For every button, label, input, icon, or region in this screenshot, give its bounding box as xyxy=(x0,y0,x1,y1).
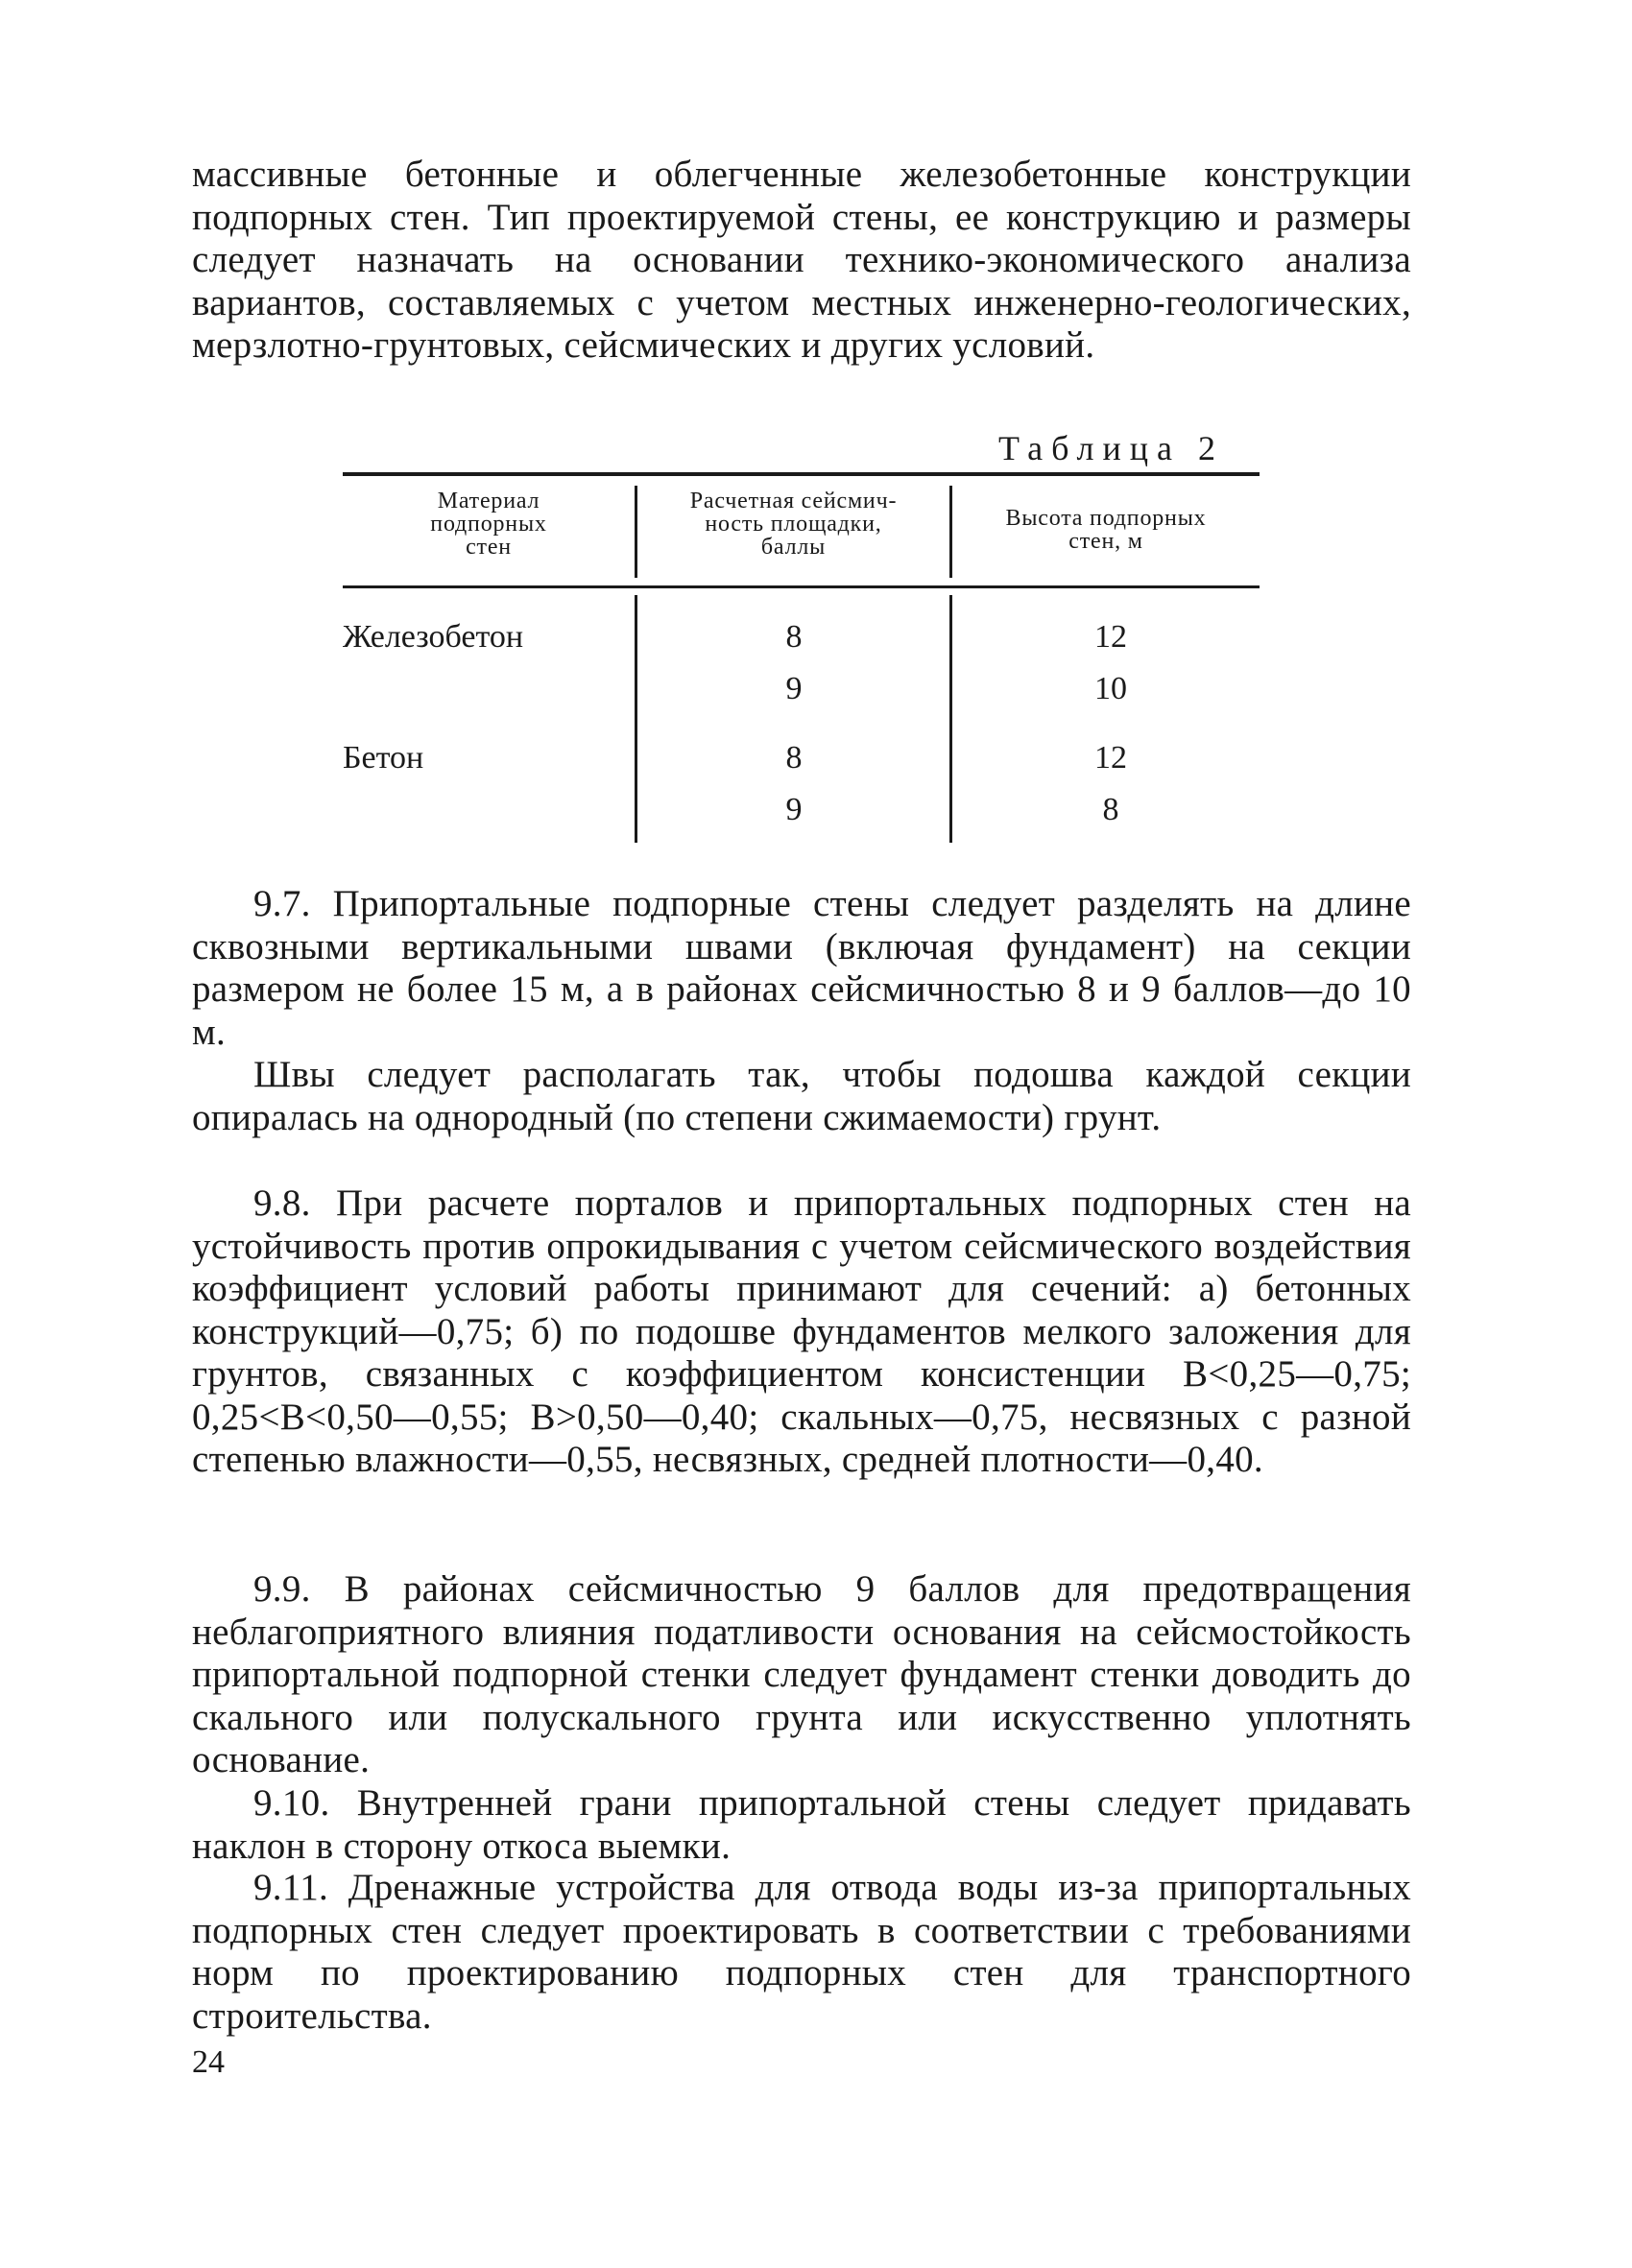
paragraph-9-9: 9.9. В районах сейсмичностью 9 баллов для предотвращения неблагоприятного влияния податливости основания на сейсмостойкость припортальной подпорной стенки следует фундамент стенки доводить до скального или полускального грунта или искусственно уплотнять основание. xyxy=(192,1568,1411,1780)
cell-seismicity: 8 xyxy=(785,740,803,776)
cell-seismicity: 9 xyxy=(785,671,803,706)
header-line: ность площадки, xyxy=(705,512,882,537)
table-header-rule xyxy=(343,585,1260,588)
cell-height: 8 xyxy=(1102,792,1119,827)
table-column-divider xyxy=(635,595,637,843)
header-line: стен xyxy=(466,535,512,560)
paragraph-joints: Швы следует располагать так, чтобы подошва каждой секции опиралась на однородный (по степени сжимаемости) грунт. xyxy=(192,1054,1411,1138)
table-caption: Таблица 2 xyxy=(998,429,1224,467)
header-line: Расчетная сейсмич- xyxy=(689,489,898,513)
header-line: стен, м xyxy=(1068,529,1143,554)
cell-height: 10 xyxy=(1094,671,1127,706)
header-seismicity xyxy=(637,489,949,559)
cell-seismicity: 8 xyxy=(785,619,803,655)
header-height xyxy=(952,507,1260,553)
paragraph-9-8: 9.8. При расчете порталов и припортальных подпорных стен на устойчивость против опрокидывания с учетом сейсмического воздействия коэффициент условий работы принимают для сечений: а) бетонных конструкций—0,75; б) по подошве фундаментов мелкого заложения для грунтов, связанных с коэффициентом консистенции B<0,25—0,75; 0,25<B<0,50—0,55; B>0,50—0,40; скальных—0,75, несвязных с разной степенью влажности—0,55, несвязных, средней плотности—0,40. xyxy=(192,1182,1411,1480)
header-line: Материал xyxy=(437,489,540,513)
paragraph-9-11: 9.11. Дренажные устройства для отвода воды из-за припортальных подпорных стен следует проектировать в соответствии с требованиями норм по проектированию подпорных стен для транспортного строительства. xyxy=(192,1867,1411,2037)
cell-height: 12 xyxy=(1094,740,1127,776)
table-column-divider xyxy=(949,595,952,843)
intro-paragraph: массивные бетонные и облегченные железобетонные конструкции подпорных стен. Тип проектируемой стены, ее конструкцию и размеры следует назначать на основании технико-экономического анализа вариантов, составляемых с учетом местных инженерно-геологических, мерзлотно-грунтовых, сейсмических и других условий. xyxy=(192,154,1411,366)
cell-material: Бетон xyxy=(343,740,424,776)
header-material xyxy=(343,489,635,559)
paragraph-9-7: 9.7. Припортальные подпорные стены следует разделять на длине сквозными вертикальными швами (включая фундамент) на секции размером не более 15 м, а в районах сейсмичностью 8 и 9 баллов—до 10 м. xyxy=(192,883,1411,1053)
paragraph-9-10: 9.10. Внутренней грани припортальной стены следует придавать наклон в сторону откоса выемки. xyxy=(192,1782,1411,1867)
header-line: подпорных xyxy=(430,512,547,537)
cell-height: 12 xyxy=(1094,619,1127,655)
cell-material: Железобетон xyxy=(343,619,524,655)
cell-seismicity: 9 xyxy=(785,792,803,827)
header-line: Высота подпорных xyxy=(1005,506,1207,531)
page-number: 24 xyxy=(192,2044,225,2080)
seismic-table xyxy=(343,472,1260,847)
header-line: баллы xyxy=(760,535,827,560)
table-top-rule xyxy=(343,472,1260,476)
